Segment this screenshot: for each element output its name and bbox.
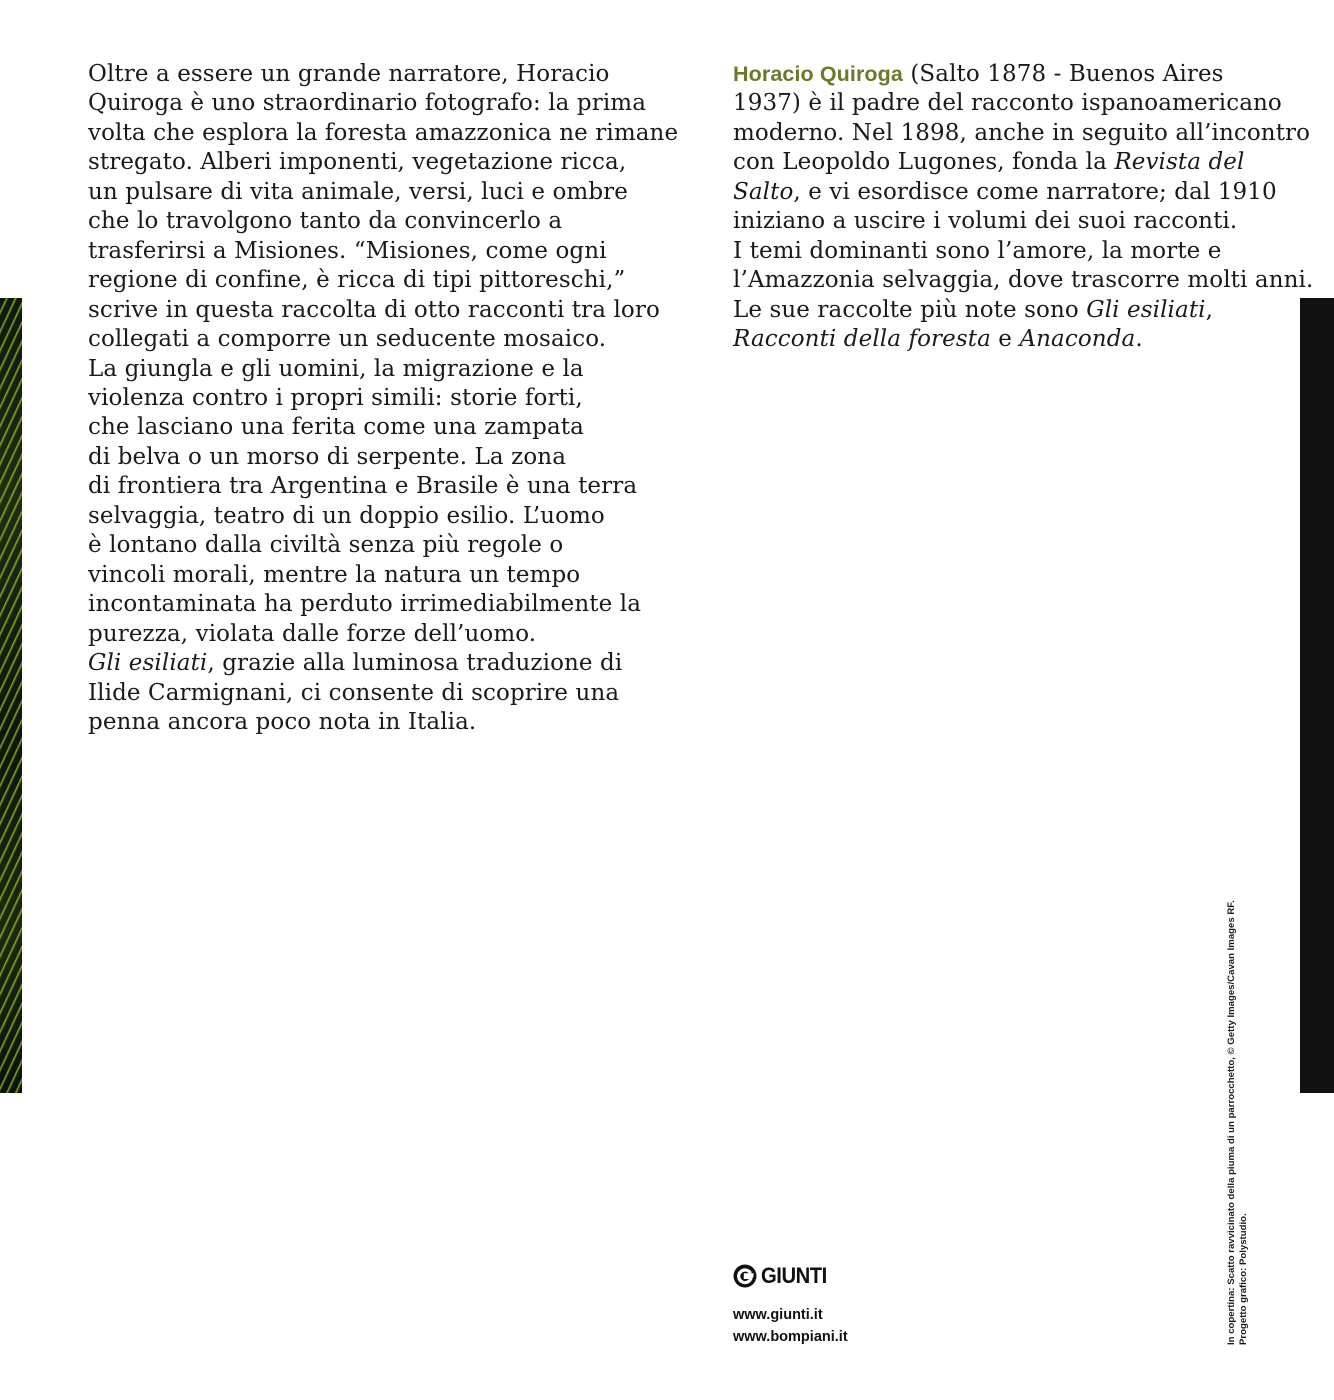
blurb-line: che lo travolgono tanto da convincerlo a — [88, 208, 563, 235]
bio-line — [733, 325, 1293, 354]
bio-text: . — [1135, 326, 1143, 353]
spine-edge — [1300, 298, 1334, 1093]
bio-line: 1937) è il padre del racconto ispanoamericano — [733, 90, 1282, 117]
bio-text: Le sue raccolte più note sono — [733, 296, 1087, 323]
blurb-line: un pulsare di vita animale, versi, luci e ombre — [88, 178, 628, 205]
bio-text: , — [1205, 296, 1214, 323]
bio-line — [733, 178, 1293, 207]
cover-image-edge — [0, 298, 22, 1093]
blurb-text: , grazie alla luminosa traduzione di — [207, 650, 623, 677]
blurb-line: stregato. Alberi imponenti, vegetazione ricca, — [88, 149, 627, 176]
blurb-line: di frontiera tra Argentina e Brasile è una terra — [88, 473, 638, 500]
blurb-line: che lasciano una ferita come una zampata — [88, 414, 584, 441]
bio-line: iniziano a uscire i volumi dei suoi racconti. — [733, 208, 1238, 235]
blurb-line: purezza, violata dalle forze dell’uomo. — [88, 620, 537, 647]
bio-line — [733, 60, 1293, 89]
blurb-line: violenza contro i propri simili: storie forti, — [88, 384, 583, 411]
publisher-name: GIUNTI — [761, 1263, 827, 1288]
bio-line: l’Amazzonia selvaggia, dove trascorre molti anni. — [733, 267, 1314, 294]
blurb-line: scrive in questa raccolta di otto racconti tra loro — [88, 296, 660, 323]
blurb-line — [88, 649, 648, 678]
publisher-logo — [733, 1262, 833, 1290]
magazine-title: Salto — [733, 178, 794, 205]
bio-line: moderno. Nel 1898, anche in seguito all’incontro — [733, 119, 1311, 146]
blurb-line: incontaminata ha perduto irrimediabilmente la — [88, 591, 642, 618]
giunti-logo-icon — [733, 1264, 757, 1288]
blurb-line: Ilide Carmignani, ci consente di scoprire una — [88, 679, 620, 706]
author-name: Horacio Quiroga — [733, 62, 903, 86]
publisher-urls — [733, 1304, 848, 1348]
blurb-line: volta che esplora la foresta amazzonica ne rimane — [88, 119, 679, 146]
blurb-line: collegati a comporre un seducente mosaico. — [88, 326, 607, 353]
blurb-line: vincoli morali, mentre la natura un tempo — [88, 561, 581, 588]
book-title: Gli esiliati — [1086, 296, 1206, 323]
blurb-line: è lontano dalla civiltà senza più regole o — [88, 532, 564, 559]
book-title: Racconti della foresta — [733, 326, 991, 353]
cover-credits — [1226, 900, 1250, 1345]
book-title: Gli esiliati — [88, 650, 208, 677]
blurb-line: La giungla e gli uomini, la migrazione e la — [88, 355, 584, 382]
bio-line: I temi dominanti sono l’amore, la morte e — [733, 237, 1222, 264]
blurb-line: selvaggia, teatro di un doppio esilio. L’uomo — [88, 502, 605, 529]
blurb-line: trasferirsi a Misiones. “Misiones, come ogni — [88, 237, 607, 264]
bio-text: con Leopoldo Lugones, fonda la — [733, 149, 1115, 176]
blurb-line: di belva o un morso di serpente. La zona — [88, 443, 567, 470]
book-blurb — [88, 60, 679, 737]
photo-credit: In copertina: Scatto ravvicinato della piuma di un parrocchetto, © Getty Images/Cavan Images RF. — [1226, 900, 1237, 1345]
blurb-line: Oltre a essere un grande narratore, Horacio — [88, 61, 610, 87]
bio-text: e — [990, 326, 1020, 353]
blurb-line: regione di confine, è ricca di tipi pittoreschi,” — [88, 267, 626, 294]
book-title: Anaconda — [1019, 326, 1136, 353]
bio-line — [733, 296, 1293, 325]
bio-text: , e vi esordisce come narratore; dal 1910 — [793, 178, 1277, 205]
giunti-url[interactable]: www.giunti.it — [733, 1307, 823, 1323]
bio-text: (Salto 1878 - Buenos Aires — [902, 61, 1224, 87]
magazine-title: Revista del — [1114, 149, 1245, 176]
design-credit: Progetto grafico: Polystudio. — [1238, 1213, 1249, 1345]
blurb-line: Quiroga è uno straordinario fotografo: la prima — [88, 90, 647, 117]
bompiani-url[interactable]: www.bompiani.it — [733, 1329, 848, 1345]
bio-line — [733, 148, 1293, 177]
author-bio — [733, 60, 1314, 355]
blurb-line: penna ancora poco nota in Italia. — [88, 708, 477, 735]
